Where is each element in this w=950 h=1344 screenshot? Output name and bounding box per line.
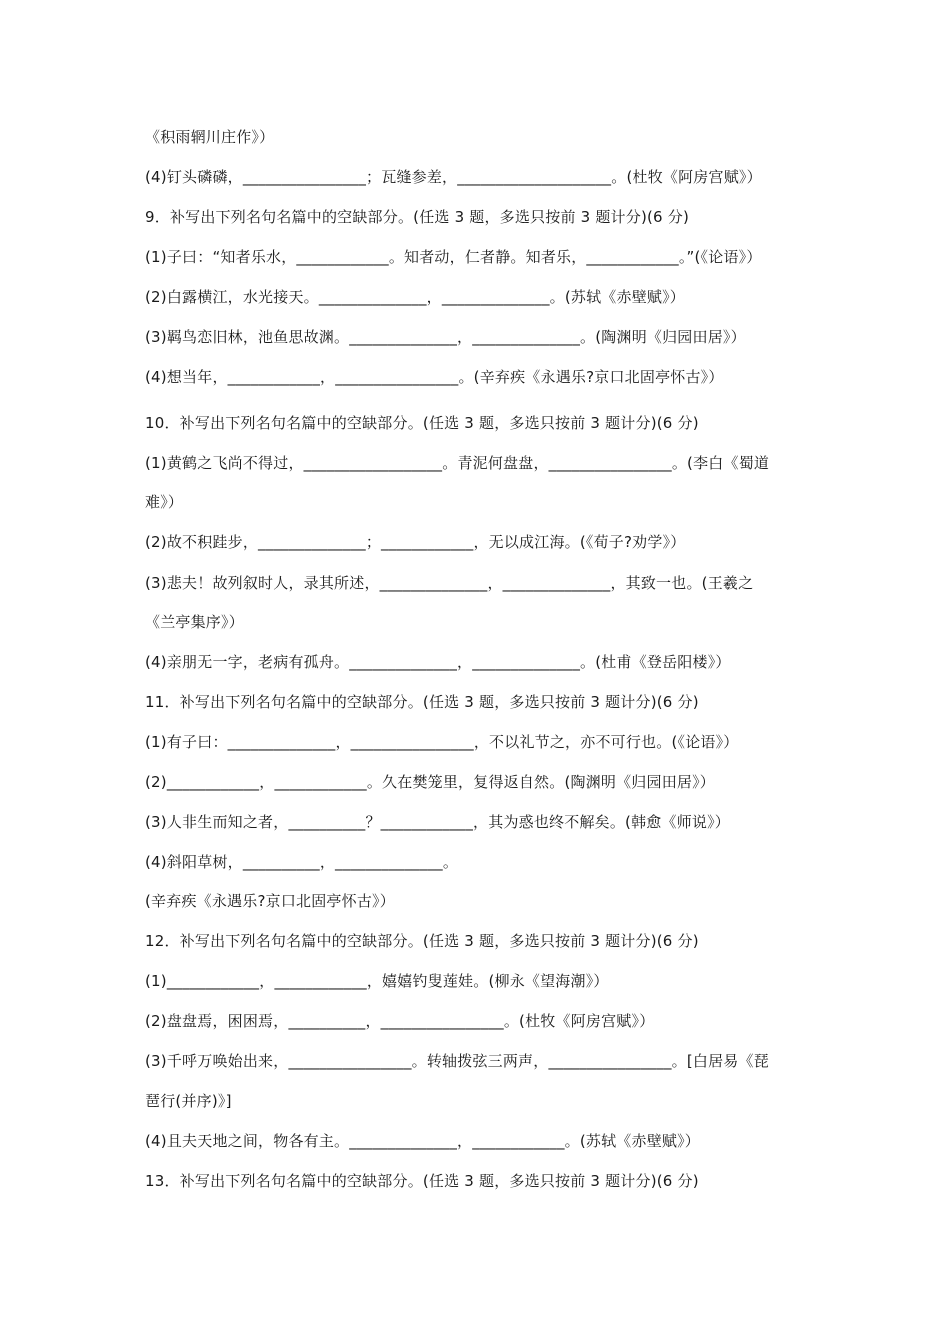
- text-line: 难》）: [145, 493, 184, 511]
- text-line: 琶行(并序)》]: [145, 1092, 232, 1110]
- text-line: 《积雨辋川庄作》）: [145, 128, 275, 146]
- text-line: (2)白露横江，水光接天。______________，______________。(苏轼《赤壁赋》）: [145, 288, 686, 306]
- text-line: (辛弃疾《永遇乐?京口北固亭怀古》）: [145, 892, 395, 910]
- text-line: (1)有子曰：______________，________________，不以礼节之，亦不可行也。(《论语》）: [145, 733, 739, 751]
- text-line: (4)想当年，____________，________________。(辛弃疾《永遇乐?京口北固亭怀古》）: [145, 368, 724, 386]
- question-heading: 9．补写出下列名句名篇中的空缺部分。(任选 3 题，多选只按前 3 题计分)(6 分): [145, 208, 690, 226]
- text-line: (1)____________，____________，嬉嬉钓叟莲娃。(柳永《望海潮》）: [145, 972, 609, 990]
- text-line: (2)故不积跬步，______________；____________，无以成江海。(《荀子?劝学》）: [145, 533, 686, 551]
- text-line: (4)且夫天地之间，物各有主。______________，____________。(苏轼《赤壁赋》）: [145, 1132, 701, 1150]
- question-heading: 10．补写出下列名句名篇中的空缺部分。(任选 3 题，多选只按前 3 题计分)(6 分): [145, 414, 699, 432]
- question-heading: 12．补写出下列名句名篇中的空缺部分。(任选 3 题，多选只按前 3 题计分)(6 分): [145, 932, 699, 950]
- text-line: 《兰亭集序》）: [145, 613, 244, 631]
- text-line: (3)悲夫！故列叙时人，录其所述，______________，______________，其致一也。(王羲之: [145, 574, 754, 592]
- text-line: (4)斜阳草树，__________，______________。: [145, 853, 459, 871]
- text-line: (4)亲朋无一字，老病有孤舟。______________，______________。(杜甫《登岳阳楼》）: [145, 653, 731, 671]
- text-line: (3)羁鸟恋旧林，池鱼思故渊。______________，______________。(陶渊明《归园田居》）: [145, 328, 746, 346]
- text-line: (1)子曰：“知者乐水，____________。知者动，仁者静。知者乐，____________。”(《论语》）: [145, 248, 762, 266]
- text-line: (1)黄鹤之飞尚不得过，__________________。青泥何盘盘，________________。(李白《蜀道: [145, 454, 770, 472]
- text-line: (2)盘盘焉，困困焉，__________，________________。(杜牧《阿房宫赋》）: [145, 1012, 655, 1030]
- text-line: (3)千呼万唤始出来，________________。转轴拨弦三两声，________________。[白居易《琵: [145, 1052, 769, 1070]
- question-heading: 11．补写出下列名句名篇中的空缺部分。(任选 3 题，多选只按前 3 题计分)(6 分): [145, 693, 699, 711]
- text-line: (2)____________，____________。久在樊笼里，复得返自然。(陶渊明《归园田居》）: [145, 773, 716, 791]
- question-heading: 13．补写出下列名句名篇中的空缺部分。(任选 3 题，多选只按前 3 题计分)(6 分): [145, 1172, 699, 1190]
- text-line: (4)钉头磷磷，________________；瓦缝参差，____________________。(杜牧《阿房宫赋》）: [145, 168, 762, 186]
- text-line: (3)人非生而知之者，__________？____________，其为惑也终不解矣。(韩愈《师说》）: [145, 813, 731, 831]
